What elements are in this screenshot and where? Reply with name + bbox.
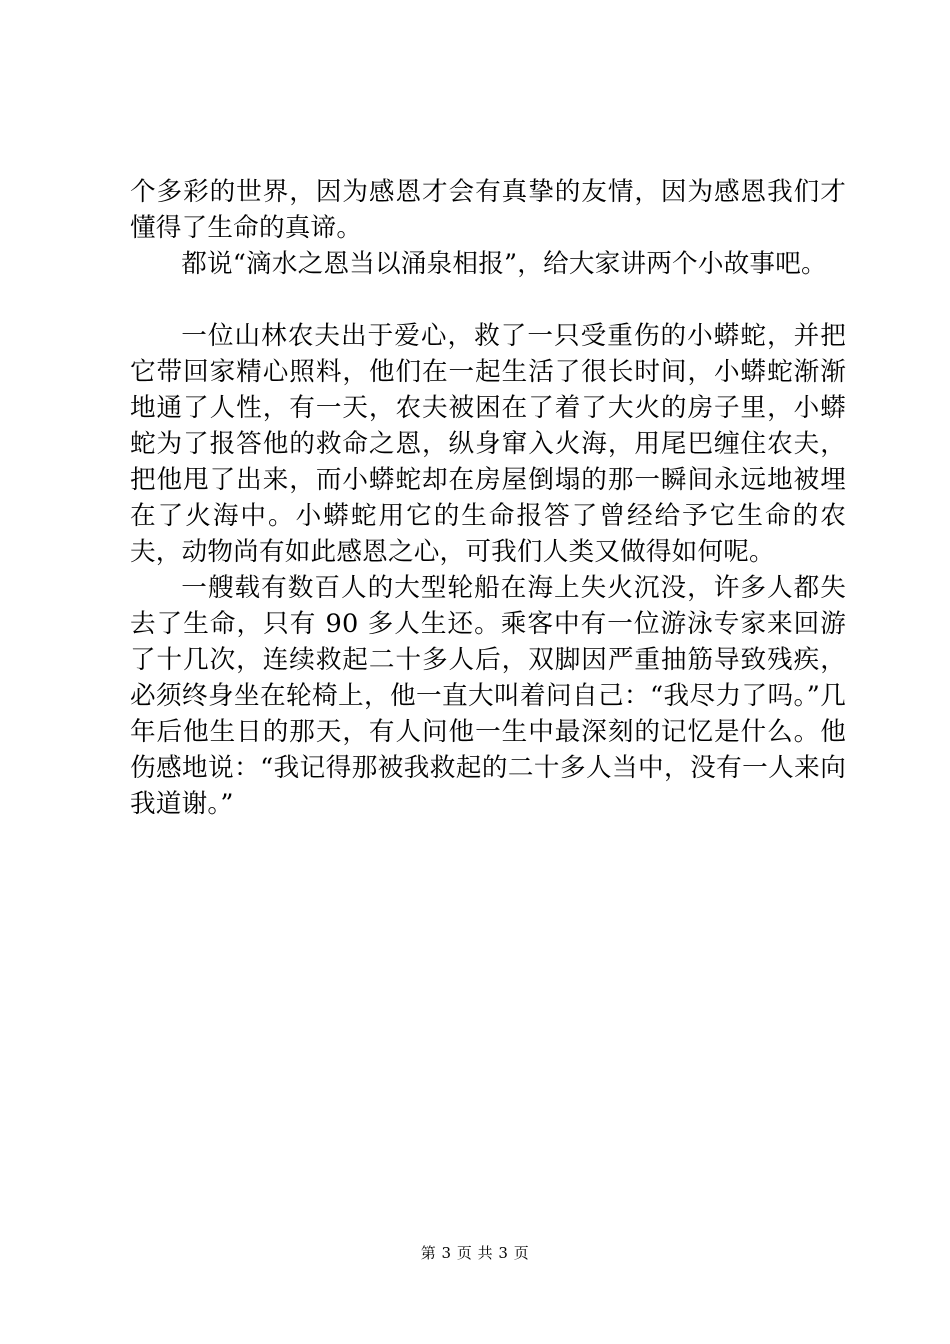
paragraph-continuation: 个多彩的世界，因为感恩才会有真挚的友情，因为感恩我们才懂得了生命的真谛。 [130,177,846,243]
paragraph-ship-story: 一艘载有数百人的大型轮船在海上失火沉没，许多人都失去了生命，只有 90 多人生还。乘客中有一位游泳专家来回游了十几次，连续救起二十多人后，双脚因严重抽筋导致残疾，必须终身坐在轮椅上，他一直大叫着问自己：“我尽力了吗。”几年后他生日的那天，有人问他一生中最深刻的记忆是什么。他伤感地说：“我记得那被我救起的二十多人当中，没有一人来向我道谢。” [130,573,846,819]
document-body [130,174,846,822]
paragraph-intro: 都说“滴水之恩当以涌泉相报”，给大家讲两个小故事吧。 [181,249,827,279]
paragraph-snake-story: 一位山林农夫出于爱心，救了一只受重伤的小蟒蛇，并把它带回家精心照料，他们在一起生活了很长时间，小蟒蛇渐渐地通了人性，有一天，农夫被困在了着了大火的房子里，小蟒蛇为了报答他的救命之恩，纵身窜入火海，用尾巴缠住农夫，把他甩了出来，而小蟒蛇却在房屋倒塌的那一瞬间永远地被埋在了火海中。小蟒蛇用它的生命报答了曾经给予它生命的农夫，动物尚有如此感恩之心，可我们人类又做得如何呢。 [130,321,846,567]
paragraph-gap [130,282,846,318]
page-footer: 第 3 页 共 3 页 [420,1244,530,1262]
